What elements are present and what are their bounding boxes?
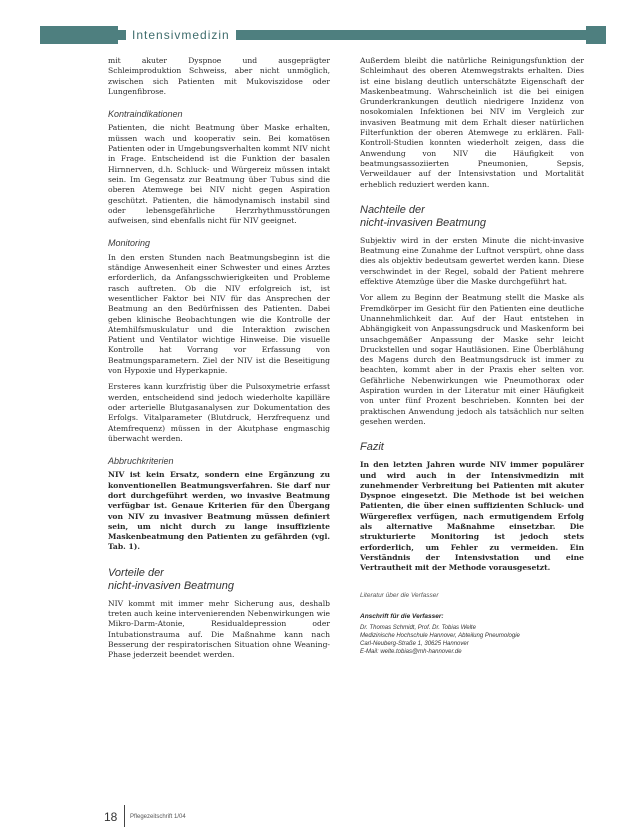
monitoring-text: In den ersten Stunden nach Beatmungsbeginn ist die ständige Anwesenheit einer Schwester und eines Arztes erforderlich, da Anfangsschwierigkeiten und Probleme rasch auftreten. Ob die NIV erfolgreich ist, ist wesentlicher Faktor bei NIV für das Ansprechen der Beatmung an den Bedürfnissen des Patienten. Dabei geben klinische Beobachtungen wie die Kontrolle der Atemhilfsmuskulatur und die Interaktion zwischen Patient und Ventilator wichtige Hinweise. Die visuelle Kontrolle hat Vorrang vor Erfassung von Beatmungsparametern. Ziel der NIV ist die Beseitigung von Hypoxie und Hyperkapnie. (108, 252, 330, 376)
kontraindikationen-text: Patienten, die nicht Beatmung über Maske erhalten, müssen wach und kooperativ sein. Bei komatösen Patienten oder in Umgebungsverhalten kommt NIV nicht in Frage. Entscheidend ist die Funktion der basalen Hirnnerven, d.h. Schluck- und Würgereiz müssen intakt sein. Im Gegensatz zur Beatmung über Tubus sind die oberen Atemwege bei NIV nicht gegen Aspiration geschützt. Patienten, die hämodynamisch instabil sind oder lebensgefährliche Herzrhythmusstörungen aufweisen, sind ebenfalls nicht für NIV geeignet. (108, 123, 330, 226)
vorteile-text: NIV kommt mit immer mehr Sicherung aus, deshalb treten auch keine intervenierenden Nebenwirkungen wie Mikro-Darm-Atonie, Residualdepression oder Intubationstrauma auf. Die Maßnahme kann nach Besserung der respiratorischen Situation ohne Weaning-Phase jederzeit beendet werden. (108, 598, 330, 660)
fazit-text: In den letzten Jahren wurde NIV immer populärer und wird auch in der Intensivmedizin mit zunehmender Verbreitung bei Patienten mit akuter Dyspnoe eingesetzt. Die Methode ist bei weichen Patienten, die über einen suffizienten Schluck- und Würgereflex verfügen, nach ermutigendem Erfolg als alternative Maßnahme einsetzbar. Die strukturierte Monitoring ist jedoch stets erforderlich, um Fehler zu vermeiden. Ein Verständnis der Intensivstation und eine Vertrautheit mit der Methode vorausgesetzt. (360, 460, 584, 573)
vorteile-heading (108, 567, 330, 593)
nachteile-heading-line2: nicht-invasiven Beatmung (360, 216, 486, 229)
address-line: Carl-Neuberg-Straße 1, 30625 Hannover (360, 641, 469, 648)
page-number: 18 (104, 810, 118, 824)
journal-name: Pflegezeitschrift 1/04 (130, 814, 186, 820)
left-column (108, 56, 330, 667)
right-column (360, 56, 584, 656)
address-line: E-Mail: welte.tobias@mh-hannover.de (360, 649, 462, 656)
address-line: Dr. Thomas Schmidt, Prof. Dr. Tobias Welte (360, 625, 476, 632)
footer-divider (124, 805, 125, 827)
address-heading: Anschrift für die Verfasser: (360, 612, 444, 620)
abbruchkriterien-text: NIV ist kein Ersatz, sondern eine Ergänzung zu konventionellen Beatmungsverfahren. Sie darf nur dort durchgeführt werden, wo invasive Beatmung verfügbar ist. Genaue Kriterien für den Übergang von NIV zu invasiver Beatmung müssen definiert sein, um nicht durch zu lange insuffiziente Maskenbeatmung den Patienten zu gefährden (vgl. Tab. 1). (108, 470, 330, 552)
monitoring-text-2: Ersteres kann kurzfristig über die Pulsoxymetrie erfasst werden, entscheidend sind jedoch wiederholte kapilläre oder arterielle Blutgasanalysen zur Dokumentation des Erfolgs. Vitalparameter (Blutdruck, Herzfrequenz und Atemfrequenz) müssen in der Akutphase engmaschig überwacht werden. (108, 382, 330, 443)
nachteile-heading (360, 204, 584, 230)
author-title: Literatur über die Verfasser (360, 592, 439, 600)
intro-paragraph: mit akuter Dyspnoe und ausgeprägter Schleimproduktion Schweiss, aber nicht unmöglich, zwischen sich Patienten mit Mukoviszidose oder Lungenfibrose. (108, 56, 330, 96)
monitoring-heading: Monitoring (108, 238, 151, 249)
header-block-right (586, 26, 606, 44)
fazit-heading: Fazit (360, 441, 384, 454)
author-block (360, 591, 584, 656)
nachteile-heading-line1: Nachteile der (360, 203, 425, 216)
kontraindikationen-heading: Kontraindikationen (108, 109, 183, 120)
vorteile-heading-line1: Vorteile der (108, 566, 164, 579)
right-intro-text: Außerdem bleibt die natürliche Reinigungsfunktion der Schleimhaut des oberen Atemwegstrakts erhalten. Dies ist eine bislang deutlich unterschätzte Eigenschaft der Maskenbeatmung. Wahrscheinlich ist die bei einigen Grunderkrankungen deutlich niedrigere Inzidenz von nosokomialen Infektionen bei NIV im Vergleich zur invasiven Beatmung mit dem Erhalt dieser natürlichen Filterfunktion der oberen Atemwege zu erklären. Fall-Kontroll-Studien konnten wiederholt zeigen, dass die Anwendung von NIV die Häufigkeit von beatmungsassoziierten Pneumonien, Sepsis, Verweildauer auf der Intensivstation und Mortalität erheblich reduziert werden kann. (360, 56, 584, 189)
header-bar (40, 30, 606, 40)
vorteile-heading-line2: nicht-invasiven Beatmung (108, 579, 234, 592)
address-line: Medizinische Hochschule Hannover, Abteilung Pneumologie (360, 633, 520, 640)
header-block-left (40, 26, 118, 44)
nachteile-text-2: Vor allem zu Beginn der Beatmung stellt die Maske als Fremdkörper im Gesicht für den Patienten eine deutliche Unannehmlichkeit dar. Auf der Haut entstehen in Abhängigkeit von Anpassungsdruck und Maskenform bei unsachgemäßer Anpassung der Maske sehr leicht Druckstellen und sogar Hautläsionen. Eine Überblähung des Magens durch den Beatmungsdruck ist immer zu beachten, kommt aber in der Praxis eher selten vor. Gefährliche Nebenwirkungen wie Pneumothorax oder Aspiration wurden in der Literatur mit einer Häufigkeit von unter fünf Prozent beschrieben. Konnten bei der praktischen Anwendung jedoch als tatsächlich nur selten gesehen werden. (360, 293, 584, 426)
abbruchkriterien-heading: Abbruchkriterien (108, 456, 174, 467)
section-title: Intensivmedizin (126, 26, 236, 44)
nachteile-text: Subjektiv wird in der ersten Minute die nicht-invasive Beatmung eine Zunahme der Luftnot verspürt, ohne dass dies als objektiv bedeutsam gewertet werden kann. Diese verschwindet in der Regel, sobald der Patient mehrere effektive Atemzüge über die Maske durchgeführt hat. (360, 235, 584, 287)
